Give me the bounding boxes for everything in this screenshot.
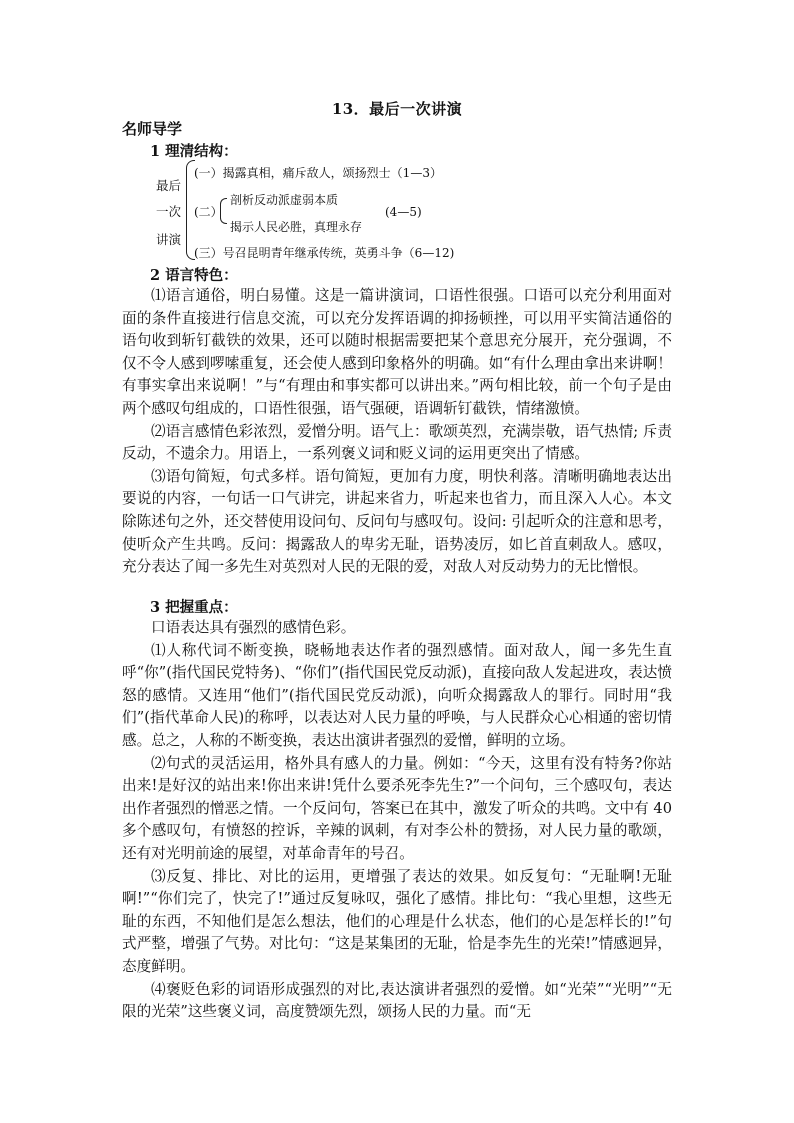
outline-label-3: 讲演: [156, 232, 182, 247]
part3-paragraph-2: ⑴人称代词不断变换，晓畅地表达作者的强烈感情。面对敌人，闻一多先生直呼“你”(指代国民党特务)、“你们”(指代国民党反动派)，直接向敌人发起进攻，表达愤怒的感情。又连用“他们”(指代国民党反动派)，向听众揭露敌人的罪行。同时用“我们”(指代革命人民)的称呼，以表达对人民力量的呼唤，与人民群众心心相通的密切情感。总之，人称的不断变换，表达出演讲者强烈的爱憎，鲜明的立场。: [122, 641, 672, 749]
outline-item-2a: 剖析反动派虚弱本质: [230, 193, 339, 207]
part2-body: [122, 285, 672, 579]
outline-item-1: (一）揭露真相，痛斥敌人，颂扬烈士（1—3）: [194, 166, 442, 180]
part3-paragraph-5: ⑷褒贬色彩的词语形成强烈的对比,表达演讲者强烈的爱憎。如“光荣”“光明”“无限的光荣”这些褒义词，高度赞颂先烈，颂扬人民的力量。而“无: [122, 980, 672, 1021]
part1-heading: 1 理清结构：: [150, 143, 238, 160]
section-heading: 名师导学: [122, 120, 183, 138]
part2-paragraph-1: ⑴语言通俗，明白易懂。这是一篇讲演词，口语性很强。口语可以充分利用面对面的条件直接进行信息交流，可以充分发挥语调的抑扬顿挫，可以用平实简洁通俗的语句收到斩钉截铁的效果，还可以随时根据需要把某个意思充分展开，充分强调，不仅不令人感到啰嗦重复，还会使人感到印象格外的明确。如“有什么理由拿出来讲啊！有事实拿出来说啊！”与“有理由和事实都可以讲出来。”两句相比较，前一个句子是由两个感叹句组成的，口语性很强，语气强硬，语调斩钉截铁，情绪激愤。: [122, 287, 672, 417]
part3-heading: 3 把握重点：: [150, 599, 238, 616]
outline-sub-brace: [220, 198, 227, 224]
part3-paragraph-3: ⑵句式的灵活运用，格外具有感人的力量。例如：“今天，这里有没有特务?你站出来!是好汉的站出来!你出来讲!凭什么要杀死李先生?”一个问句，三个感叹句，表达出作者强烈的憎恶之情。一个反问句，答案已在其中，激发了听众的共鸣。文中有 40 多个感叹句，有愤怒的控诉，辛辣的讽刺，有对李公朴的赞扬，对人民力量的歌颂，还有对光明前途的展望，对革命青年的号召。: [122, 754, 672, 862]
structure-outline: [150, 156, 670, 262]
page-title: 13．最后一次讲演: [331, 100, 463, 118]
outline-item-3: (三）号召昆明青年继承传统，英勇斗争（6—12): [194, 246, 455, 260]
part2-heading: 2 语言特色：: [150, 267, 238, 284]
part3-paragraph-1: 口语表达具有强烈的感情色彩。: [151, 619, 356, 636]
outline-label-1: 最后: [156, 178, 182, 193]
outline-label-2: 一次: [156, 204, 182, 219]
part2-paragraph-3: ⑶语句简短，句式多样。语句简短，更加有力度，明快利落。清晰明确地表达出要说的内容，一句话一口气讲完，讲起来省力，听起来也省力，而且深入人心。本文除陈述句之外，还交替使用设问句、反问句与感叹句。设问: 引起听众的注意和思考，使听众产生共鸣。反问：揭露敌人的卑劣无耻，语势凌厉，如匕首直刺敌人。感叹，充分表达了闻一多先生对英烈对人民的无限的爱，对敌人对反动势力的无比憎恨。: [122, 467, 672, 576]
outline-item-2-range: (4—5): [385, 205, 422, 219]
part3-body: [122, 617, 672, 1024]
part2-paragraph-2: ⑵语言感情色彩浓烈，爱憎分明。语气上：歌颂英烈，充满崇敬，语气热情; 斥责反动，不遗余力。用语上，一系列褒义词和贬义词的运用更突出了情感。: [122, 422, 672, 463]
outline-item-2b: 揭示人民必胜，真理永存: [230, 220, 363, 234]
outline-item-2-marker: (二）: [194, 205, 223, 219]
part3-paragraph-4: ⑶反复、排比、对比的运用，更增强了表达的效果。如反复句：“无耻啊!无耻啊!”“你们完了，快完了!”通过反复咏叹，强化了感情。排比句：“我心里想，这些无耻的东西，不知他们是怎么想法，他们的心理是什么状态，他们的心是怎样长的!”句式严整，增强了气势。对比句：“这是某集团的无耻，恰是李先生的光荣!”情感迥异，态度鲜明。: [122, 867, 672, 975]
